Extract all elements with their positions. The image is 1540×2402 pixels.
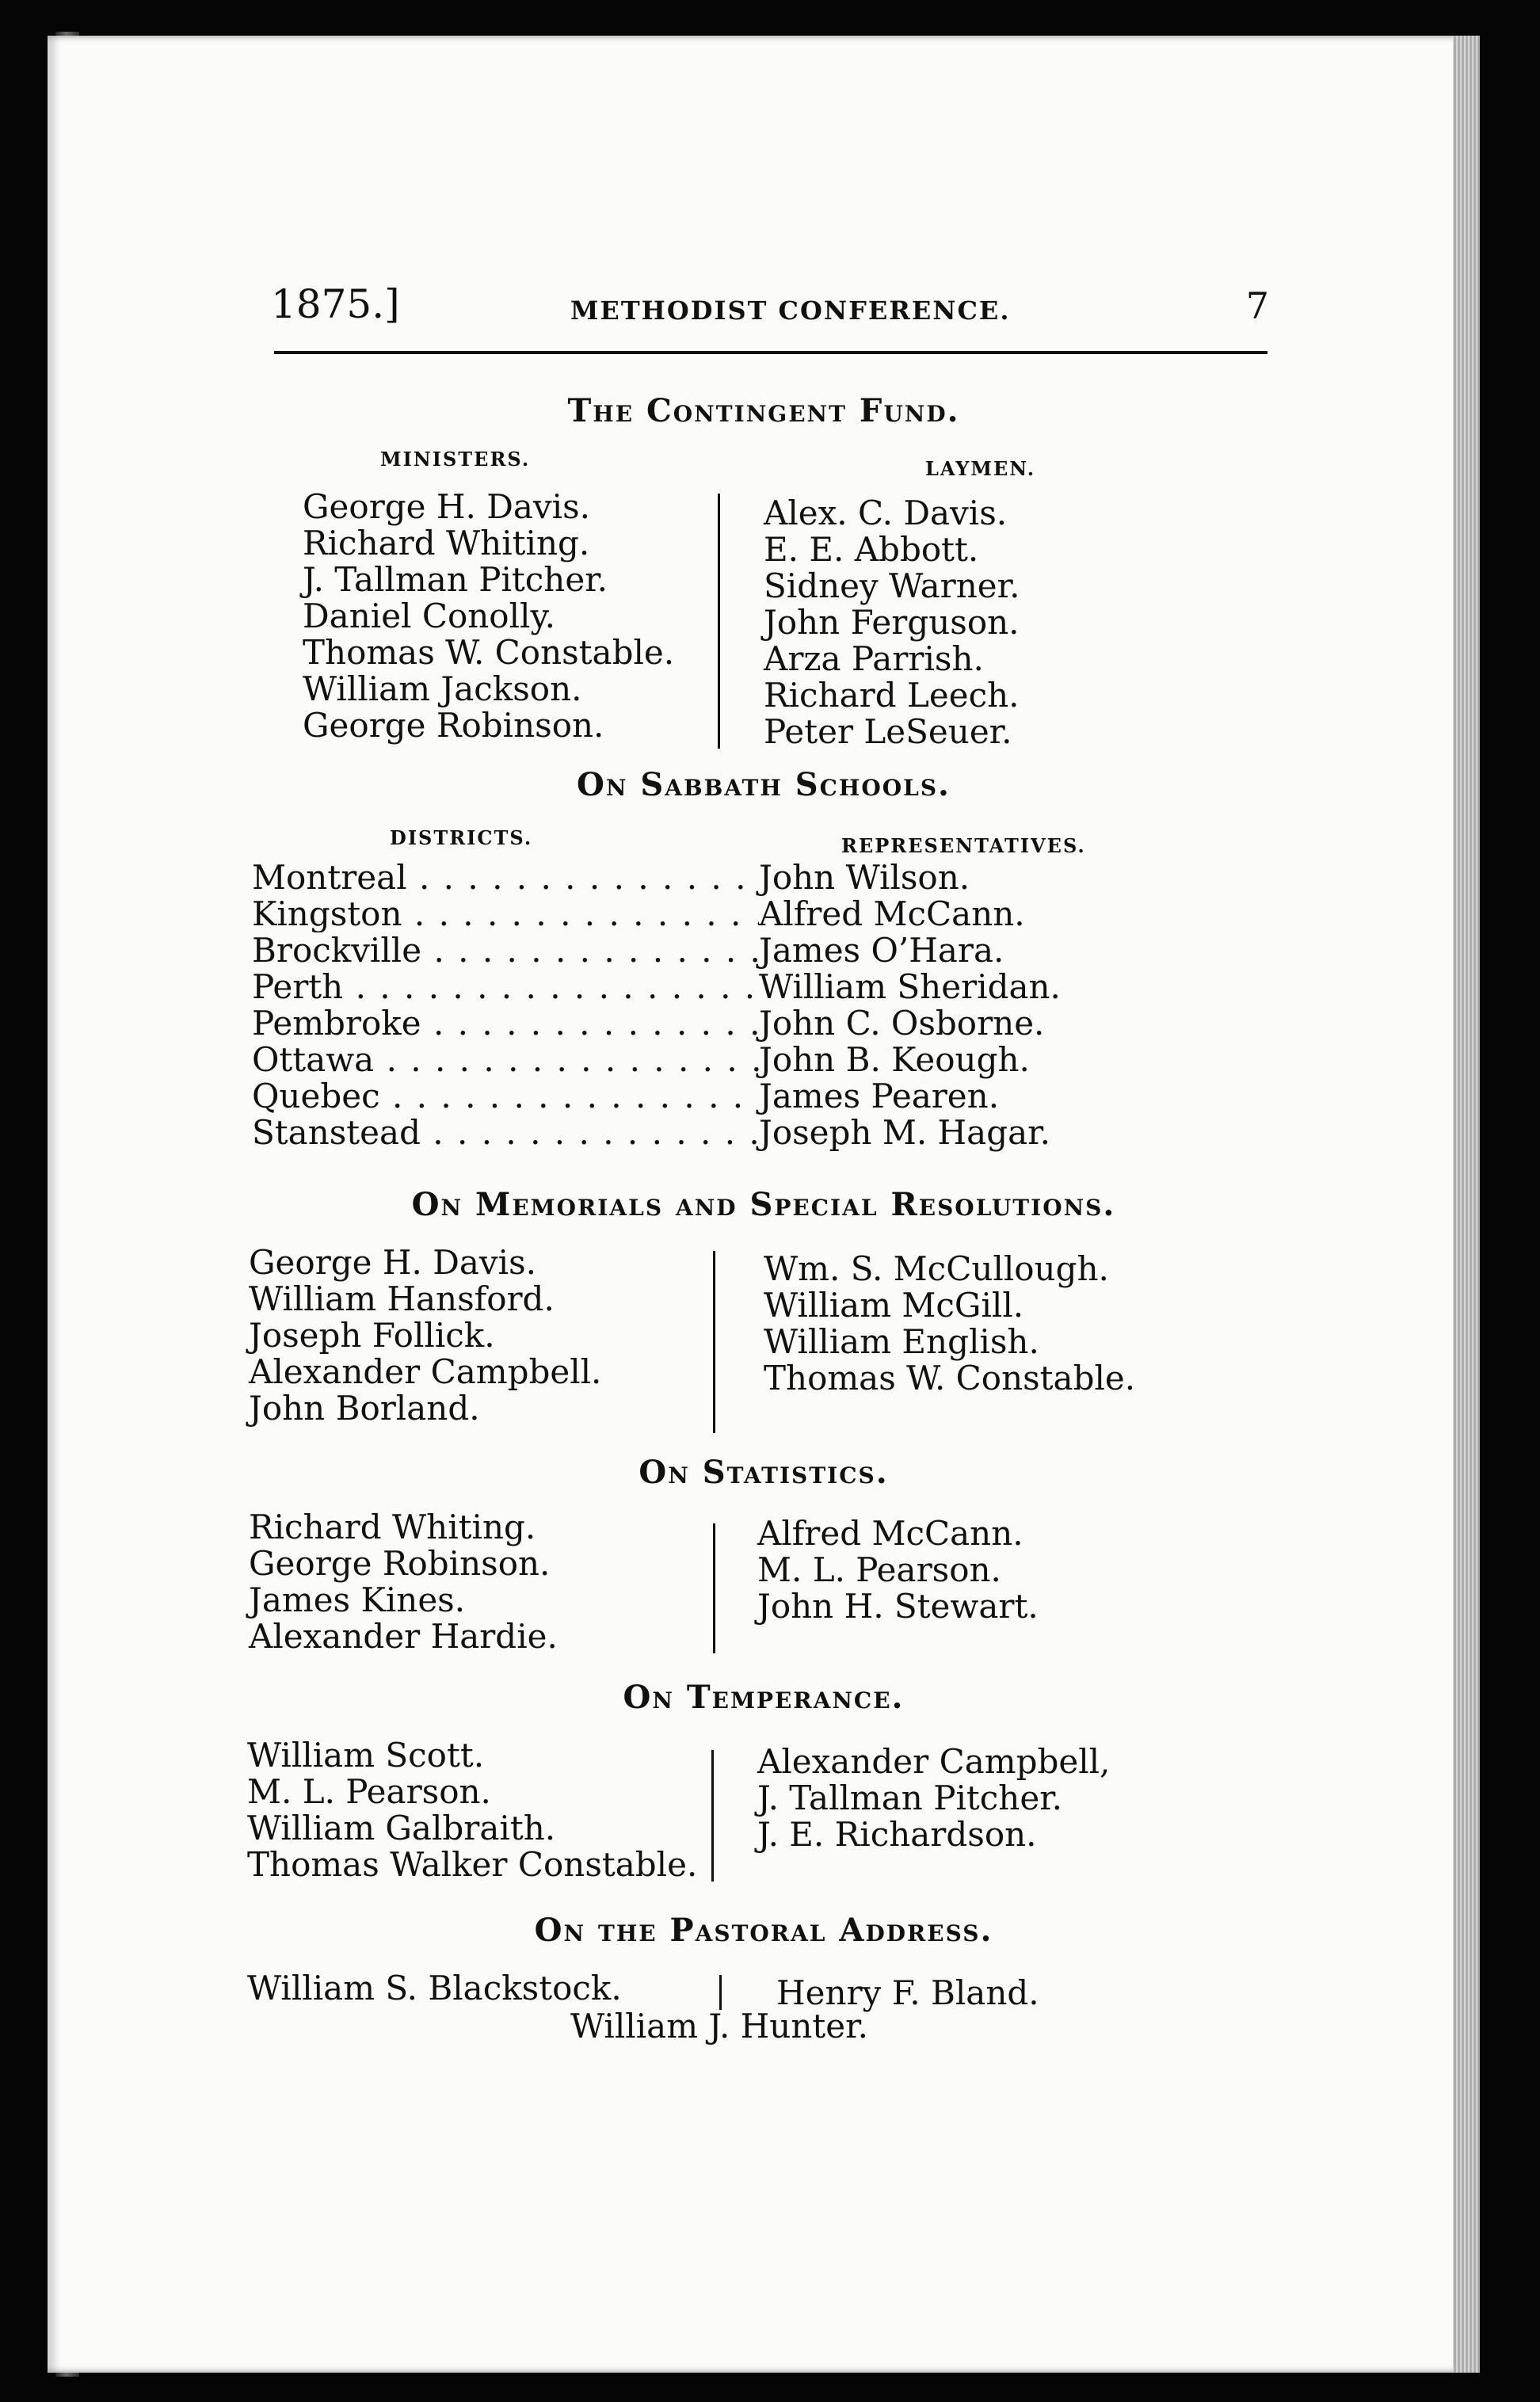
ministers-heading: MINISTERS. bbox=[380, 448, 531, 471]
column-divider bbox=[719, 1975, 722, 2010]
list-item: M. L. Pearson. bbox=[757, 1550, 1001, 1589]
representative-name: James O’Hara. bbox=[759, 931, 1004, 970]
section-contingent-fund bbox=[48, 392, 1480, 429]
sabbath-schools-table bbox=[252, 860, 1061, 1151]
temperance-right-list bbox=[757, 1744, 1110, 1853]
district-name: Stanstead . . . bbox=[252, 1115, 759, 1151]
memorials-right-list bbox=[764, 1251, 1135, 1397]
list-item: William Scott. bbox=[247, 1736, 485, 1775]
pastoral-left-name: William S. Blackstock. bbox=[247, 1969, 622, 2007]
representative-name: Joseph M. Hagar. bbox=[759, 1113, 1050, 1152]
table-row bbox=[252, 1115, 1061, 1151]
column-divider bbox=[713, 1523, 715, 1653]
district-name: Ottawa . . . bbox=[252, 1042, 759, 1078]
representative-name: John C. Osborne. bbox=[759, 1004, 1045, 1043]
list-item: Wm. S. McCullough. bbox=[764, 1249, 1109, 1288]
section-title: On Memorials and Special Resolutions. bbox=[411, 1186, 1116, 1223]
representative-name: Alfred McCann. bbox=[759, 894, 1025, 933]
statistics-left-list bbox=[249, 1509, 558, 1655]
list-item: James Kines. bbox=[249, 1580, 466, 1619]
list-item: Thomas W. Constable. bbox=[303, 633, 675, 672]
list-item: J. Tallman Pitcher. bbox=[757, 1779, 1063, 1817]
list-item: John Ferguson. bbox=[764, 603, 1020, 642]
list-item: Richard Whiting. bbox=[303, 524, 590, 562]
district-name: Montreal . . . bbox=[252, 860, 759, 896]
section-title: On Statistics. bbox=[638, 1454, 889, 1491]
pastoral-right-name: Henry F. Bland. bbox=[776, 1973, 1039, 2012]
districts-heading: DISTRICTS. bbox=[390, 826, 533, 849]
temperance-left-list bbox=[247, 1737, 697, 1883]
list-item: Thomas Walker Constable. bbox=[247, 1845, 698, 1884]
table-row bbox=[252, 1005, 1061, 1042]
section-temperance bbox=[48, 1679, 1480, 1716]
list-item: Daniel Conolly. bbox=[303, 597, 555, 635]
table-row bbox=[252, 969, 1061, 1005]
list-item: E. E. Abbott. bbox=[764, 530, 979, 569]
list-item: J. E. Richardson. bbox=[757, 1815, 1037, 1854]
list-item: George Robinson. bbox=[249, 1544, 551, 1583]
statistics-right-list bbox=[757, 1516, 1039, 1625]
list-item: William Hansford. bbox=[249, 1279, 555, 1318]
list-item: John H. Stewart. bbox=[757, 1587, 1039, 1626]
table-row bbox=[252, 1042, 1061, 1078]
table-row bbox=[252, 860, 1061, 896]
memorials-left-list bbox=[249, 1245, 601, 1427]
list-item: Richard Whiting. bbox=[249, 1508, 536, 1546]
table-row bbox=[252, 932, 1061, 969]
list-item: George H. Davis. bbox=[249, 1243, 536, 1282]
list-item: George H. Davis. bbox=[303, 487, 590, 526]
pastoral-center-name: William J. Hunter. bbox=[570, 2007, 868, 2046]
list-item: Alfred McCann. bbox=[757, 1514, 1023, 1553]
representative-name: John Wilson. bbox=[759, 858, 970, 897]
list-item: John Borland. bbox=[249, 1389, 480, 1428]
section-title: On Temperance. bbox=[623, 1679, 905, 1716]
district-name: Brockville . . . bbox=[252, 932, 759, 969]
list-item: William McGill. bbox=[764, 1286, 1024, 1325]
representatives-heading: REPRESENTATIVES. bbox=[841, 834, 1086, 857]
list-item: William English. bbox=[764, 1322, 1039, 1361]
column-divider bbox=[711, 1750, 714, 1882]
section-statistics bbox=[48, 1454, 1480, 1491]
list-item: Joseph Follick. bbox=[249, 1316, 495, 1355]
list-item: J. Tallman Pitcher. bbox=[303, 560, 608, 599]
page-number: 7 bbox=[1245, 284, 1269, 327]
header-rule bbox=[274, 351, 1267, 354]
book-page bbox=[48, 36, 1480, 2373]
section-sabbath-schools bbox=[48, 766, 1480, 803]
laymen-heading: LAYMEN. bbox=[925, 457, 1036, 480]
list-item: Alexander Campbell. bbox=[249, 1352, 602, 1391]
section-title: On Sabbath Schools. bbox=[577, 766, 951, 803]
section-pastoral-address bbox=[48, 1912, 1480, 1949]
column-divider bbox=[718, 494, 720, 749]
representative-name: James Pearen. bbox=[759, 1077, 1000, 1115]
list-item: M. L. Pearson. bbox=[247, 1772, 491, 1811]
list-item: Alexander Hardie. bbox=[249, 1617, 558, 1656]
district-name: Perth . . . bbox=[252, 969, 759, 1005]
table-row bbox=[252, 896, 1061, 932]
table-row bbox=[252, 1078, 1061, 1115]
list-item: William Jackson. bbox=[303, 669, 582, 708]
section-title: On the Pastoral Address. bbox=[534, 1912, 993, 1949]
list-item: George Robinson. bbox=[303, 706, 604, 745]
district-name: Quebec . . . bbox=[252, 1078, 759, 1115]
contingent-laymen-list bbox=[764, 495, 1020, 750]
list-item: Arza Parrish. bbox=[764, 639, 984, 678]
contingent-ministers-list bbox=[303, 489, 674, 744]
section-memorials bbox=[48, 1186, 1480, 1223]
list-item: Peter LeSeuer. bbox=[764, 712, 1012, 751]
list-item: Alexander Campbell, bbox=[757, 1742, 1111, 1781]
list-item: Richard Leech. bbox=[764, 676, 1020, 715]
representative-name: John B. Keough. bbox=[759, 1040, 1030, 1079]
list-item: Sidney Warner. bbox=[764, 566, 1020, 605]
list-item: Thomas W. Constable. bbox=[764, 1359, 1136, 1397]
representative-name: William Sheridan. bbox=[759, 967, 1061, 1006]
district-name: Kingston . . . bbox=[252, 896, 759, 932]
running-header bbox=[271, 281, 1269, 353]
header-year: 1875.] bbox=[271, 281, 400, 327]
column-divider bbox=[713, 1251, 715, 1433]
section-title: The Contingent Fund. bbox=[567, 392, 960, 429]
district-name: Pembroke . . . bbox=[252, 1005, 759, 1042]
list-item: Alex. C. Davis. bbox=[764, 494, 1008, 532]
running-title: METHODIST CONFERENCE. bbox=[570, 295, 1011, 326]
list-item: William Galbraith. bbox=[247, 1809, 556, 1847]
